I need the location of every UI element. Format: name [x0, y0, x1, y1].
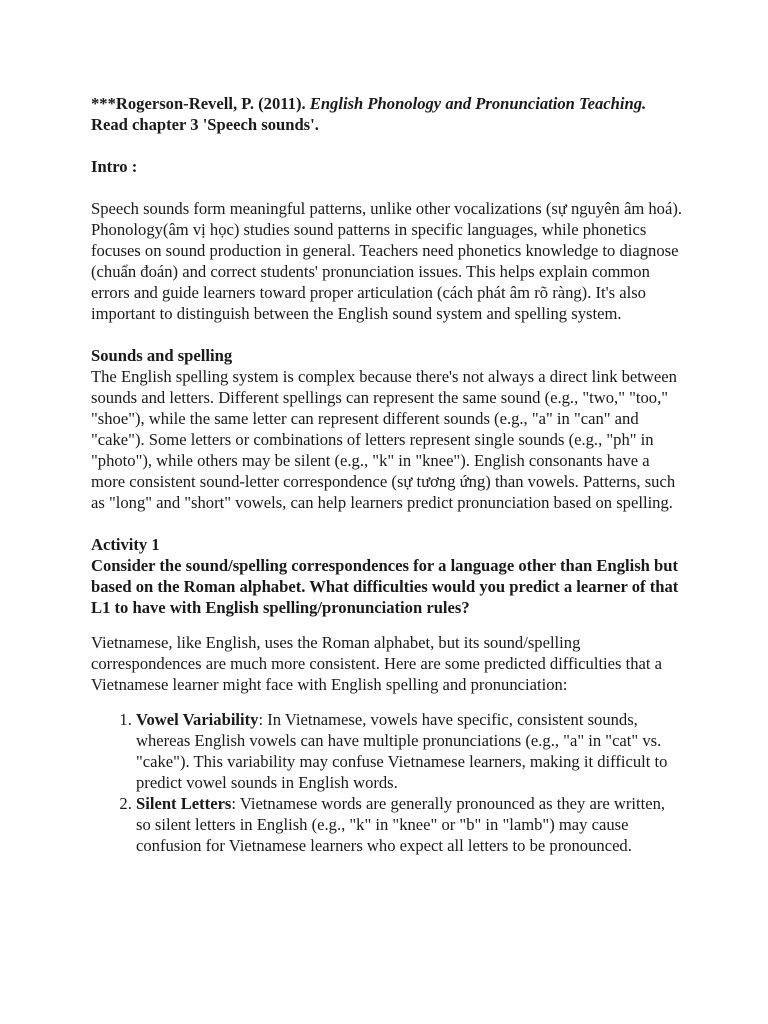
- list-item-term: Vowel Variability: [136, 710, 259, 729]
- difficulties-list: [91, 709, 682, 856]
- list-item-term: Silent Letters: [136, 794, 232, 813]
- sounds-spelling-paragraph: The English spelling system is complex because there's not always a direct link between sounds and letters. Different spellings can represent the same sound (e.g., "two," "too," "shoe"), while the same letter can represent different sounds (e.g., "a" in "can" and "cake"). Some letters or combinations of letters represent single sounds (e.g., "ph" in "photo"), while others may be silent (e.g., "k" in "knee"). English consonants have a more consistent sound-letter correspondence (sự tương ứng) than vowels. Patterns, such as "long" and "short" vowels, can help learners predict pronunciation based on spelling.: [91, 367, 677, 512]
- reference-prefix: ***Rogerson-Revell, P. (2011).: [91, 94, 310, 113]
- reference-suffix: Read chapter 3 'Speech sounds'.: [91, 115, 319, 134]
- intro-heading: Intro :: [91, 157, 138, 176]
- activity-question: Consider the sound/spelling correspondences for a language other than English but based on the Roman alphabet. What difficulties would you predict a learner of that L1 to have with English spelling/pronunciation rules?: [91, 556, 679, 617]
- sounds-spelling-heading: Sounds and spelling: [91, 346, 233, 365]
- reference-title: English Phonology and Pronunciation Teaching.: [309, 94, 647, 113]
- activity-answer: Vietnamese, like English, uses the Roman alphabet, but its sound/spelling correspondences are much more consistent. Here are some predicted difficulties that a Vietnamese learner might face with English spelling and pronunciation:: [91, 633, 663, 694]
- intro-paragraph: Speech sounds form meaningful patterns, unlike other vocalizations (sự nguyên âm hoá). Phonology(âm vị học) studies sound patterns in specific languages, while phonetics focuses on sound production in general. Teachers need phonetics knowledge to diagnose (chuẩn đoán) and correct students' pronunciation issues. This helps explain common errors and guide learners toward proper articulation (cách phát âm rõ ràng). It's also important to distinguish between the English sound system and spelling system.: [91, 199, 683, 323]
- list-item-text: : In Vietnamese, vowels have specific, consistent sounds, whereas English vowels can have multiple pronunciations (e.g., "a" in "cat" vs. "cake"). This variability may confuse Vietnamese learners, making it difficult to predict vowel sounds in English words.: [136, 710, 668, 792]
- list-item: [136, 793, 682, 856]
- list-item: [136, 709, 682, 793]
- list-item-text: : Vietnamese words are generally pronounced as they are written, so silent letters in English (e.g., "k" in "knee" or "b" in "lamb") may cause confusion for Vietnamese learners who expect all letters to be pronounced.: [136, 794, 666, 855]
- activity-heading: Activity 1: [91, 535, 160, 554]
- reference-line: [91, 93, 682, 135]
